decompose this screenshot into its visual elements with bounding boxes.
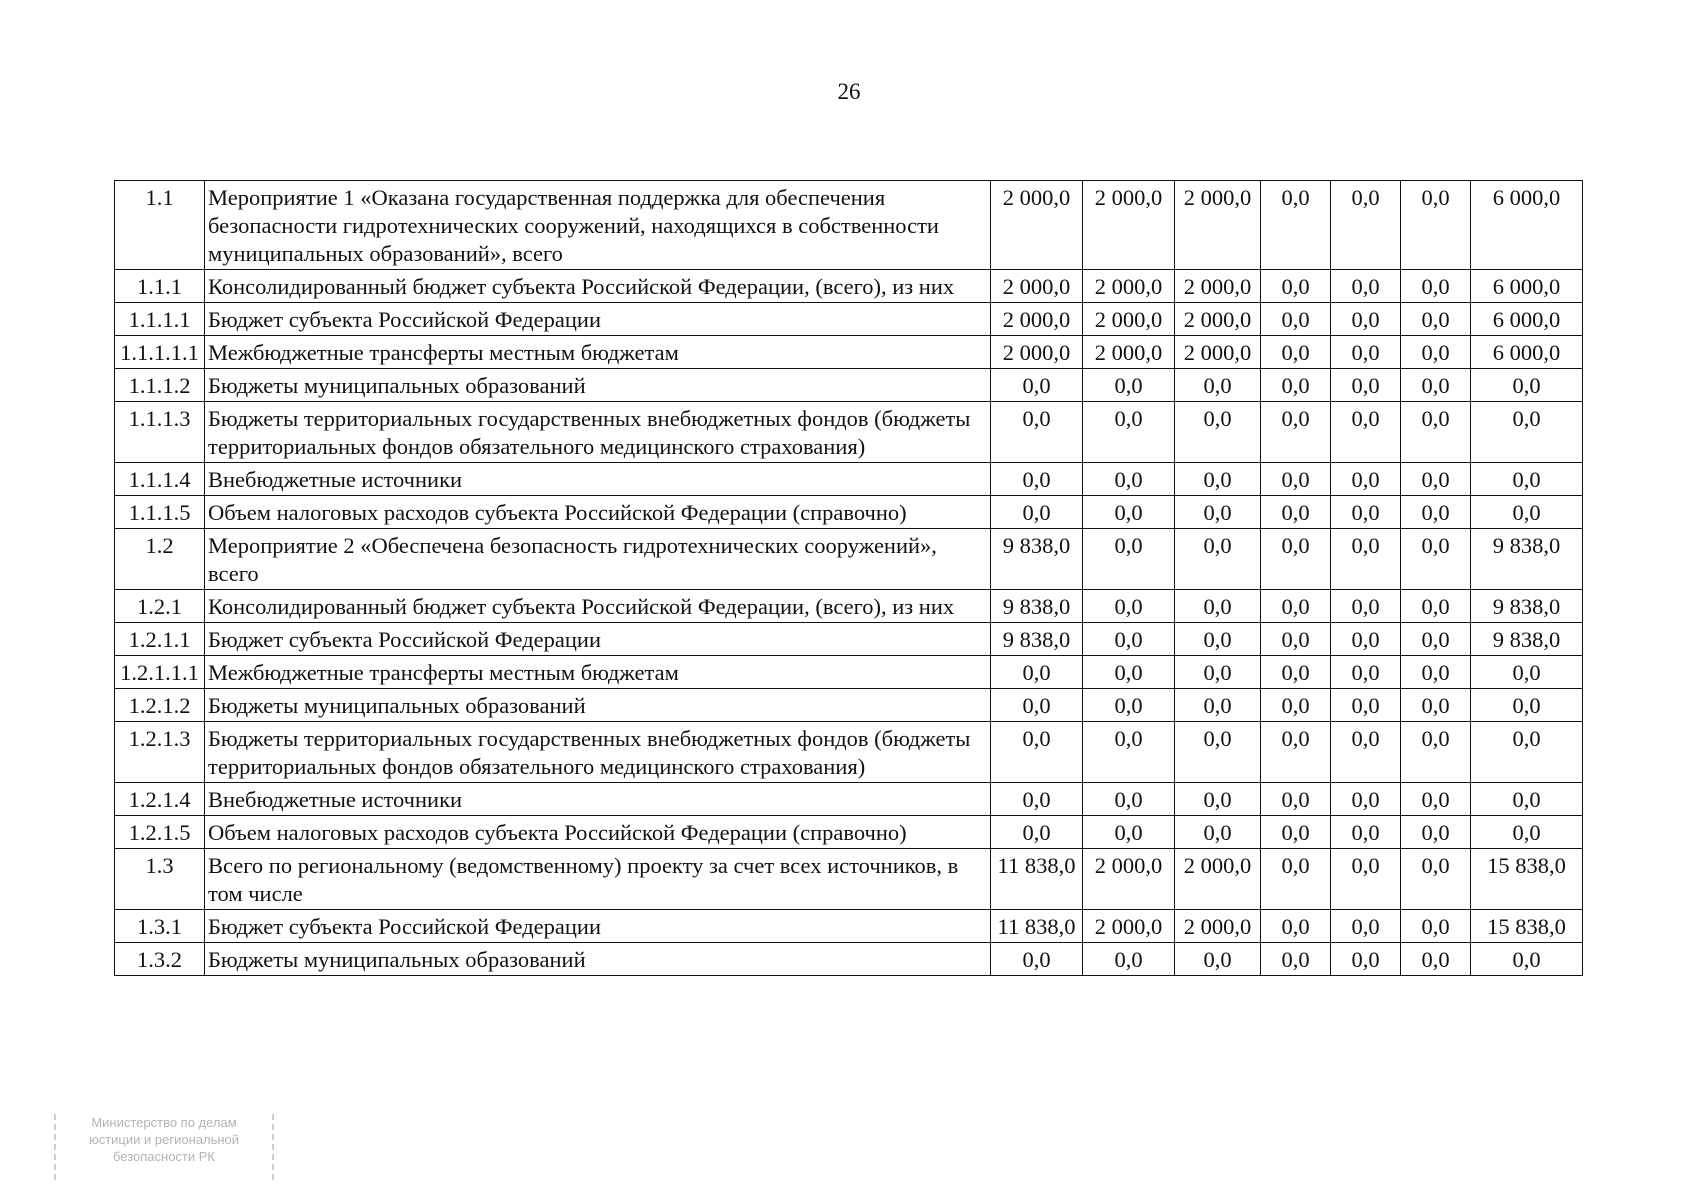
value-cell: 0,0 <box>1175 783 1261 816</box>
value-cell: 0,0 <box>1261 849 1331 910</box>
value-cell: 0,0 <box>1175 402 1261 463</box>
row-code: 1.1.1.4 <box>115 463 205 496</box>
value-cell: 0,0 <box>1083 689 1175 722</box>
row-code: 1.3 <box>115 849 205 910</box>
table-row <box>115 722 1583 783</box>
row-name: Консолидированный бюджет субъекта Российской Федерации, (всего), из них <box>205 590 991 623</box>
value-cell: 0,0 <box>1331 181 1401 270</box>
value-cell: 0,0 <box>1261 590 1331 623</box>
value-cell: 0,0 <box>1331 369 1401 402</box>
value-cell: 0,0 <box>1471 369 1583 402</box>
stamp-line-3: безопасности РК <box>112 1149 216 1164</box>
value-cell: 0,0 <box>1331 689 1401 722</box>
value-cell: 2 000,0 <box>1083 303 1175 336</box>
value-cell: 9 838,0 <box>1471 529 1583 590</box>
table-row <box>115 181 1583 270</box>
table-row <box>115 689 1583 722</box>
value-cell: 0,0 <box>1401 590 1471 623</box>
value-cell: 0,0 <box>991 463 1083 496</box>
value-cell: 0,0 <box>991 656 1083 689</box>
value-cell: 0,0 <box>1261 303 1331 336</box>
value-cell: 0,0 <box>1471 402 1583 463</box>
table-row <box>115 816 1583 849</box>
row-name: Бюджет субъекта Российской Федерации <box>205 910 991 943</box>
table-row <box>115 336 1583 369</box>
value-cell: 0,0 <box>991 402 1083 463</box>
row-name: Бюджеты муниципальных образований <box>205 943 991 976</box>
table-row <box>115 590 1583 623</box>
value-cell: 2 000,0 <box>991 270 1083 303</box>
value-cell: 2 000,0 <box>991 336 1083 369</box>
value-cell: 0,0 <box>1261 943 1331 976</box>
value-cell: 0,0 <box>1261 402 1331 463</box>
value-cell: 0,0 <box>1401 303 1471 336</box>
value-cell: 0,0 <box>1471 496 1583 529</box>
value-cell: 0,0 <box>1083 402 1175 463</box>
row-name: Всего по региональному (ведомственному) проекту за счет всех источников, в том числе <box>205 849 991 910</box>
value-cell: 0,0 <box>1083 722 1175 783</box>
value-cell: 9 838,0 <box>991 529 1083 590</box>
row-name: Внебюджетные источники <box>205 783 991 816</box>
value-cell: 0,0 <box>1471 943 1583 976</box>
value-cell: 0,0 <box>1401 463 1471 496</box>
value-cell: 2 000,0 <box>1175 336 1261 369</box>
value-cell: 2 000,0 <box>991 303 1083 336</box>
row-name: Межбюджетные трансферты местным бюджетам <box>205 656 991 689</box>
value-cell: 0,0 <box>1401 270 1471 303</box>
value-cell: 0,0 <box>991 689 1083 722</box>
value-cell: 2 000,0 <box>1083 336 1175 369</box>
row-name: Мероприятие 2 «Обеспечена безопасность гидротехнических сооружений», всего <box>205 529 991 590</box>
value-cell: 0,0 <box>1471 656 1583 689</box>
value-cell: 0,0 <box>1175 623 1261 656</box>
row-code: 1.1.1.1 <box>115 303 205 336</box>
value-cell: 0,0 <box>1401 623 1471 656</box>
value-cell: 2 000,0 <box>991 181 1083 270</box>
value-cell: 0,0 <box>1401 816 1471 849</box>
value-cell: 0,0 <box>1331 656 1401 689</box>
value-cell: 0,0 <box>1261 656 1331 689</box>
value-cell: 0,0 <box>1175 529 1261 590</box>
value-cell: 0,0 <box>1175 722 1261 783</box>
value-cell: 6 000,0 <box>1471 336 1583 369</box>
value-cell: 0,0 <box>1331 402 1401 463</box>
value-cell: 0,0 <box>1261 623 1331 656</box>
value-cell: 6 000,0 <box>1471 181 1583 270</box>
value-cell: 0,0 <box>1401 910 1471 943</box>
row-name: Бюджеты муниципальных образований <box>205 689 991 722</box>
value-cell: 2 000,0 <box>1083 849 1175 910</box>
table-row <box>115 623 1583 656</box>
table-row <box>115 656 1583 689</box>
value-cell: 0,0 <box>1083 656 1175 689</box>
row-name: Внебюджетные источники <box>205 463 991 496</box>
value-cell: 0,0 <box>1083 369 1175 402</box>
value-cell: 0,0 <box>1331 496 1401 529</box>
value-cell: 9 838,0 <box>1471 623 1583 656</box>
row-name: Мероприятие 1 «Оказана государственная поддержка для обеспечения безопасности гидротехнических сооружений, находящихся в собственности муниципальных образований», всего <box>205 181 991 270</box>
registration-stamp <box>54 1114 274 1180</box>
value-cell: 2 000,0 <box>1083 181 1175 270</box>
value-cell: 0,0 <box>1401 689 1471 722</box>
value-cell: 11 838,0 <box>991 849 1083 910</box>
row-name: Бюджеты муниципальных образований <box>205 369 991 402</box>
value-cell: 0,0 <box>1083 463 1175 496</box>
stamp-line-2: юстиции и региональной <box>88 1132 240 1147</box>
value-cell: 0,0 <box>1175 943 1261 976</box>
value-cell: 0,0 <box>1083 943 1175 976</box>
value-cell: 0,0 <box>1401 369 1471 402</box>
page-number: 26 <box>837 79 861 104</box>
value-cell: 0,0 <box>1401 656 1471 689</box>
value-cell: 0,0 <box>991 369 1083 402</box>
value-cell: 0,0 <box>1471 816 1583 849</box>
value-cell: 2 000,0 <box>1175 303 1261 336</box>
row-name: Межбюджетные трансферты местным бюджетам <box>205 336 991 369</box>
value-cell: 0,0 <box>1401 181 1471 270</box>
table-row <box>115 943 1583 976</box>
value-cell: 0,0 <box>1331 270 1401 303</box>
value-cell: 0,0 <box>1083 590 1175 623</box>
value-cell: 0,0 <box>1471 689 1583 722</box>
value-cell: 2 000,0 <box>1083 270 1175 303</box>
value-cell: 0,0 <box>1401 529 1471 590</box>
value-cell: 0,0 <box>1331 303 1401 336</box>
value-cell: 0,0 <box>1331 529 1401 590</box>
row-name: Бюджет субъекта Российской Федерации <box>205 303 991 336</box>
row-code: 1.2 <box>115 529 205 590</box>
value-cell: 0,0 <box>1331 910 1401 943</box>
value-cell: 0,0 <box>1261 910 1331 943</box>
value-cell: 0,0 <box>1261 783 1331 816</box>
value-cell: 0,0 <box>1401 722 1471 783</box>
value-cell: 0,0 <box>1261 369 1331 402</box>
table-body <box>115 181 1583 976</box>
row-name: Объем налоговых расходов субъекта Российской Федерации (справочно) <box>205 496 991 529</box>
value-cell: 0,0 <box>1261 689 1331 722</box>
row-code: 1.2.1.3 <box>115 722 205 783</box>
table-row <box>115 496 1583 529</box>
value-cell: 0,0 <box>1261 181 1331 270</box>
value-cell: 6 000,0 <box>1471 303 1583 336</box>
table-row <box>115 849 1583 910</box>
value-cell: 0,0 <box>1471 463 1583 496</box>
value-cell: 0,0 <box>1261 816 1331 849</box>
value-cell: 0,0 <box>1261 336 1331 369</box>
value-cell: 0,0 <box>1331 849 1401 910</box>
row-code: 1.2.1.1 <box>115 623 205 656</box>
table-row <box>115 910 1583 943</box>
value-cell: 0,0 <box>991 783 1083 816</box>
table-row <box>115 402 1583 463</box>
row-name: Бюджеты территориальных государственных внебюджетных фондов (бюджеты территориальных фондов обязательного медицинского страхования) <box>205 402 991 463</box>
value-cell: 2 000,0 <box>1175 910 1261 943</box>
row-name: Объем налоговых расходов субъекта Российской Федерации (справочно) <box>205 816 991 849</box>
table-row <box>115 463 1583 496</box>
value-cell: 0,0 <box>1175 496 1261 529</box>
value-cell: 9 838,0 <box>991 590 1083 623</box>
table-row <box>115 303 1583 336</box>
value-cell: 0,0 <box>991 816 1083 849</box>
value-cell: 0,0 <box>991 496 1083 529</box>
table-row <box>115 369 1583 402</box>
table-row <box>115 783 1583 816</box>
value-cell: 2 000,0 <box>1175 270 1261 303</box>
value-cell: 11 838,0 <box>991 910 1083 943</box>
value-cell: 0,0 <box>1401 496 1471 529</box>
value-cell: 0,0 <box>1261 529 1331 590</box>
value-cell: 6 000,0 <box>1471 270 1583 303</box>
value-cell: 0,0 <box>1261 722 1331 783</box>
value-cell: 0,0 <box>1083 529 1175 590</box>
value-cell: 9 838,0 <box>991 623 1083 656</box>
value-cell: 0,0 <box>991 722 1083 783</box>
row-code: 1.2.1.4 <box>115 783 205 816</box>
value-cell: 0,0 <box>1331 623 1401 656</box>
value-cell: 0,0 <box>1175 590 1261 623</box>
value-cell: 0,0 <box>1331 336 1401 369</box>
value-cell: 0,0 <box>1331 463 1401 496</box>
value-cell: 0,0 <box>1401 943 1471 976</box>
row-name: Бюджет субъекта Российской Федерации <box>205 623 991 656</box>
row-code: 1.1 <box>115 181 205 270</box>
table-row <box>115 529 1583 590</box>
row-code: 1.1.1.5 <box>115 496 205 529</box>
value-cell: 0,0 <box>1083 496 1175 529</box>
row-code: 1.2.1.1.1 <box>115 656 205 689</box>
value-cell: 0,0 <box>1083 816 1175 849</box>
value-cell: 0,0 <box>1401 402 1471 463</box>
value-cell: 0,0 <box>1261 496 1331 529</box>
row-code: 1.3.1 <box>115 910 205 943</box>
value-cell: 0,0 <box>1471 722 1583 783</box>
value-cell: 9 838,0 <box>1471 590 1583 623</box>
row-code: 1.1.1.3 <box>115 402 205 463</box>
budget-table <box>114 180 1583 976</box>
value-cell: 0,0 <box>1401 849 1471 910</box>
row-code: 1.1.1 <box>115 270 205 303</box>
value-cell: 15 838,0 <box>1471 910 1583 943</box>
value-cell: 0,0 <box>1331 783 1401 816</box>
value-cell: 0,0 <box>1471 783 1583 816</box>
value-cell: 0,0 <box>1083 783 1175 816</box>
value-cell: 0,0 <box>1261 463 1331 496</box>
value-cell: 2 000,0 <box>1175 849 1261 910</box>
value-cell: 0,0 <box>1331 590 1401 623</box>
value-cell: 0,0 <box>1175 369 1261 402</box>
stamp-line-1: Министерство по делам <box>91 1115 237 1130</box>
value-cell: 0,0 <box>1175 656 1261 689</box>
value-cell: 2 000,0 <box>1175 181 1261 270</box>
value-cell: 0,0 <box>1401 783 1471 816</box>
value-cell: 0,0 <box>1175 689 1261 722</box>
value-cell: 0,0 <box>1175 463 1261 496</box>
row-code: 1.2.1.2 <box>115 689 205 722</box>
value-cell: 0,0 <box>991 943 1083 976</box>
value-cell: 2 000,0 <box>1083 910 1175 943</box>
row-code: 1.2.1.5 <box>115 816 205 849</box>
row-name: Бюджеты территориальных государственных внебюджетных фондов (бюджеты территориальных фондов обязательного медицинского страхования) <box>205 722 991 783</box>
value-cell: 0,0 <box>1261 270 1331 303</box>
row-code: 1.1.1.2 <box>115 369 205 402</box>
row-code: 1.3.2 <box>115 943 205 976</box>
value-cell: 0,0 <box>1401 336 1471 369</box>
value-cell: 15 838,0 <box>1471 849 1583 910</box>
row-code: 1.2.1 <box>115 590 205 623</box>
row-name: Консолидированный бюджет субъекта Российской Федерации, (всего), из них <box>205 270 991 303</box>
table-row <box>115 270 1583 303</box>
row-code: 1.1.1.1.1 <box>115 336 205 369</box>
value-cell: 0,0 <box>1083 623 1175 656</box>
value-cell: 0,0 <box>1331 943 1401 976</box>
value-cell: 0,0 <box>1331 722 1401 783</box>
value-cell: 0,0 <box>1175 816 1261 849</box>
value-cell: 0,0 <box>1331 816 1401 849</box>
